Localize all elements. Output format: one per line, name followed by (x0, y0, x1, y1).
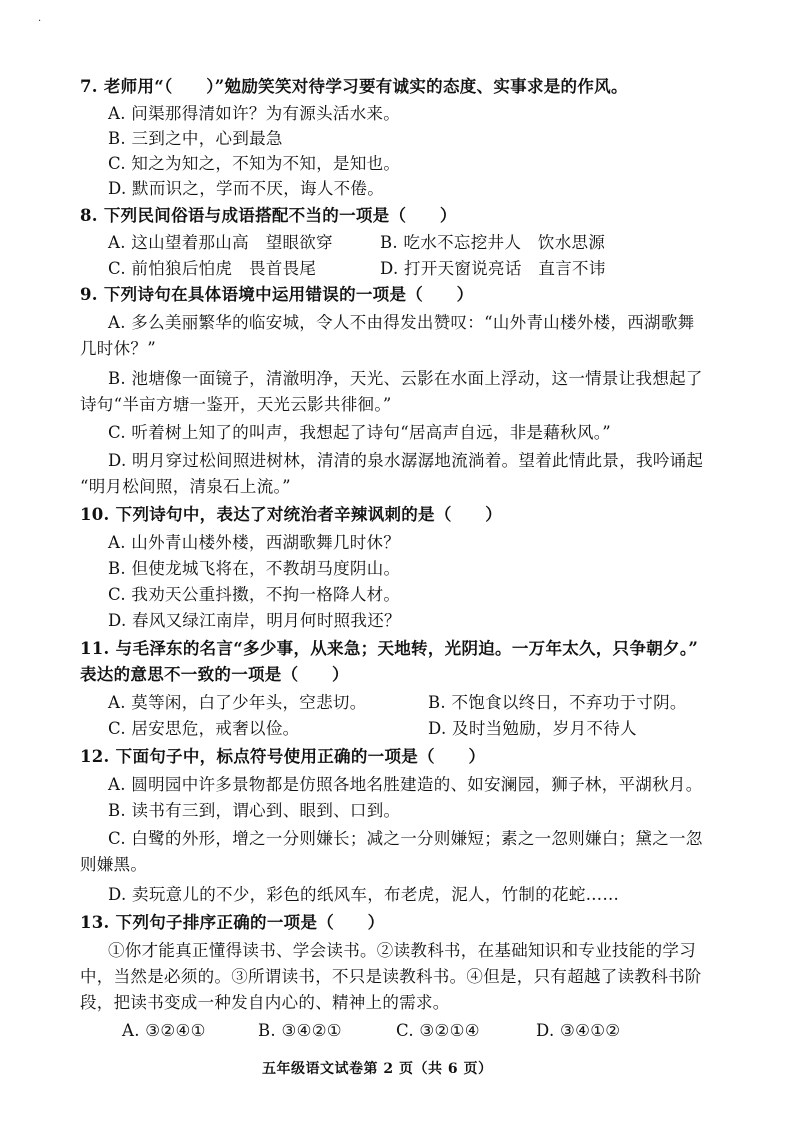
question-8-option-a: A. 这山望着那山高 望眼欲穿 (108, 233, 333, 252)
question-9-option-b-line2: 诗句“半亩方塘一鉴开，天光云影共徘徊。” (80, 395, 392, 414)
question-9-option-c: C. 听着树上知了的叫声，我想起了诗句“居高声自远，非是藉秋风。” (108, 423, 612, 442)
question-12-option-b: B. 读书有三到，谓心到、眼到、口到。 (108, 801, 401, 820)
question-11-stem-line2: 表达的意思不一致的一项是（ ） (80, 665, 349, 684)
question-9-option-a-line1: A. 多么美丽繁华的临安城，令人不由得发出赞叹：“山外青山楼外楼，西湖歌舞 (108, 313, 695, 332)
question-8-option-b: B. 吃水不忘挖井人 饮水思源 (380, 233, 606, 252)
question-7-option-c: C. 知之为知之，不知为不知，是知也。 (108, 154, 401, 173)
page-footer: 五年级语文试卷第 2 页（共 6 页） (262, 1061, 493, 1077)
question-13-option-a: A. ③②④① (122, 1021, 206, 1040)
question-10-stem: 10. 下列诗句中，表达了对统治者辛辣讽刺的是（ ） (80, 505, 503, 524)
question-11-option-d: D. 及时当勉励，岁月不待人 (428, 719, 637, 738)
question-12-option-c-line1: C. 白鹭的外形，增之一分则嫌长；减之一分则嫌短；素之一忽则嫌白；黛之一忽 (108, 829, 703, 848)
question-8-stem: 8. 下列民间俗语与成语搭配不当的一项是（ ） (80, 206, 457, 225)
question-11-stem-line1: 11. 与毛泽东的名言“多少事，从来急；天地转，光阴迫。一万年太久，只争朝夕。” (80, 639, 699, 658)
question-7-option-d: D. 默而识之，学而不厌，诲人不倦。 (108, 179, 385, 198)
question-13-passage-line3: 段，把读书变成一种发自内心的、精神上的需求。 (80, 993, 450, 1012)
question-13-stem: 13. 下列句子排序正确的一项是（ ） (80, 913, 385, 932)
question-7-stem: 7. 老师用“（ ）”勉励笑笑对待学习要有诚实的态度、实事求是的作风。 (80, 77, 628, 96)
stray-mark: · (38, 16, 42, 27)
question-8-option-d: D. 打开天窗说亮话 直言不讳 (380, 259, 606, 278)
question-10-option-d: D. 春风又绿江南岸，明月何时照我还？ (108, 611, 401, 630)
question-9-option-d-line1: D. 明月穿过松间照进树林，清清的泉水潺潺地流淌着。望着此情此景，我吟诵起 (108, 451, 704, 470)
question-13-passage-line2: 中，当然是必须的。③所谓读书，不只是读教科书。④但是，只有超越了读教科书阶 (80, 967, 702, 986)
question-11-option-c: C. 居安思危，戒奢以俭。 (108, 719, 300, 738)
question-13-option-c: C. ③②①④ (396, 1021, 480, 1040)
question-13-passage-line1: ①你才能真正懂得读书、学会读书。②读教科书，在基础知识和专业技能的学习 (108, 941, 696, 960)
question-10-option-b: B. 但使龙城飞将在，不教胡马度阴山。 (108, 559, 401, 578)
question-12-option-c-line2: 则嫌黑。 (80, 855, 148, 874)
question-7-option-b: B. 三到之中，心到最急 (108, 129, 283, 148)
question-11-option-a: A. 莫等闲，白了少年头，空悲切。 (108, 693, 367, 712)
question-9-option-b-line1: B. 池塘像一面镜子，清澈明净，天光、云影在水面上浮动，这一情景让我想起了 (108, 369, 703, 388)
question-9-option-a-line2: 几时休？” (80, 339, 156, 358)
question-13-option-b: B. ③④②① (258, 1021, 342, 1040)
question-10-option-c: C. 我劝天公重抖擞，不拘一格降人材。 (108, 585, 401, 604)
question-7-option-a: A. 问渠那得清如许？为有源头活水来。 (108, 104, 401, 123)
question-8-option-c: C. 前怕狼后怕虎 畏首畏尾 (108, 259, 317, 278)
question-11-option-b: B. 不饱食以终日，不弃功于寸阴。 (428, 693, 687, 712)
question-13-option-d: D. ③④①② (536, 1021, 621, 1040)
question-12-stem: 12. 下面句子中，标点符号使用正确的一项是（ ） (80, 747, 486, 766)
question-10-option-a: A. 山外青山楼外楼，西湖歌舞几时休？ (108, 533, 401, 552)
question-12-option-a: A. 圆明园中许多景物都是仿照各地名胜建造的、如安澜园，狮子林，平湖秋月。 (108, 775, 703, 794)
question-9-stem: 9. 下列诗句在具体语境中运用错误的一项是（ ） (80, 285, 474, 304)
question-9-option-d-line2: “明月松间照，清泉石上流。” (80, 477, 291, 496)
question-12-option-d: D. 卖玩意儿的不少，彩色的纸风车，布老虎，泥人，竹制的花蛇…… (108, 885, 620, 904)
